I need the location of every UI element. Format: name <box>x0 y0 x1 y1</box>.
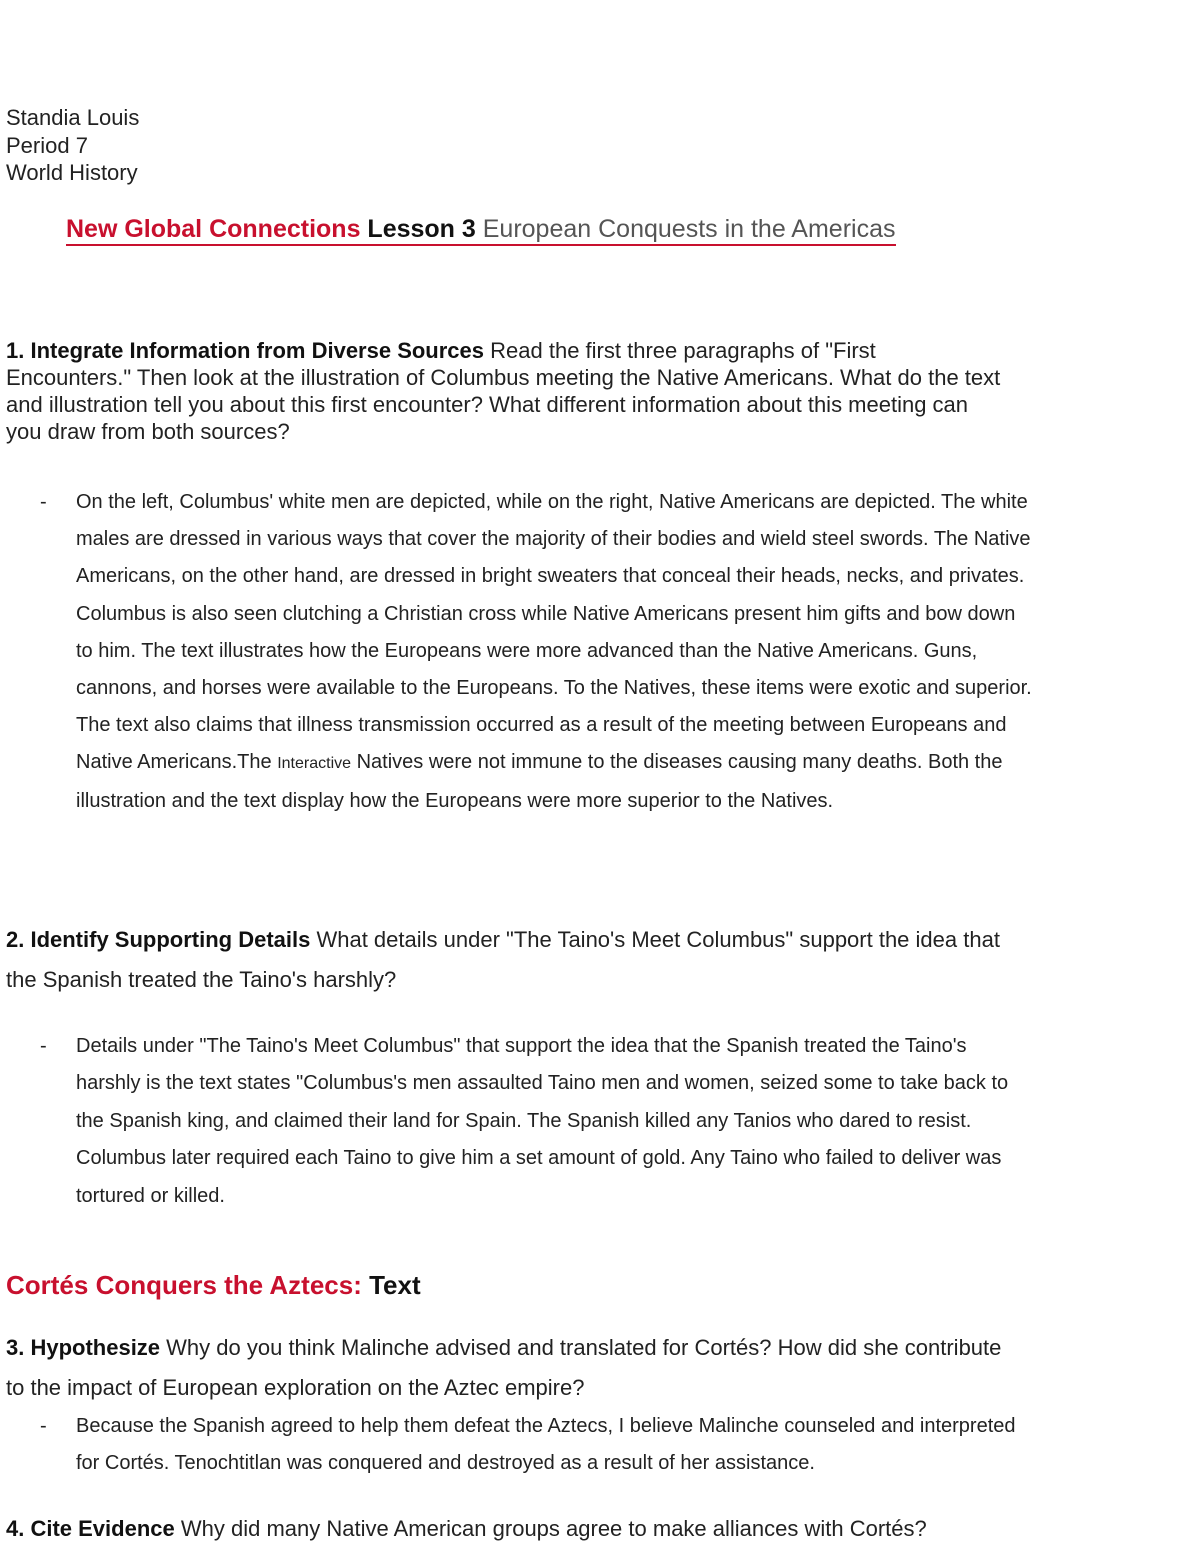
question-4-label: 4. Cite Evidence <box>6 1516 175 1541</box>
section-heading-title: Cortés Conquers the Aztecs: <box>6 1270 370 1300</box>
answer-2-text: Details under "The Taino's Meet Columbus" that support the idea that the Spanish treated the Taino's harshly is the text states "Columbus's men assaulted Taino men and women, seized some to take back to the Spanish king, and claimed their land for Spain. The Spanish killed any Tanios who dared to resist. Columbus later required each Taino to give him a set amount of gold. Any Taino who failed to deliver was tortured or killed. <box>76 1035 1009 1207</box>
section-heading <box>6 1270 421 1301</box>
answer-1-text-b: Natives were not immune to the diseases causing many deaths. Both the illustration and the text display how the Europeans were more superior to the Natives. <box>76 751 1003 812</box>
question-4-text: Why did many Native American groups agree to make alliances with Cortés? <box>174 1516 927 1541</box>
answer-1-small-word: Interactive <box>277 755 352 773</box>
question-2 <box>6 920 1006 1000</box>
question-3-text: Why do you think Malinche advised and translated for Cortés? How did she contribute to the impact of European exploration on the Aztec empire? <box>6 1335 1002 1400</box>
answer-3 <box>40 1408 1026 1483</box>
title-topic: European Conquests in the Americas <box>482 215 896 243</box>
answer-3-text: Because the Spanish agreed to help them defeat the Aztecs, I believe Malinche counseled and interpreted for Cortés. Tenochtitlan was conquered and destroyed as a result of her assistance. <box>76 1415 1016 1475</box>
question-4 <box>6 1514 1056 1544</box>
question-3-label: 3. Hypothesize <box>6 1335 161 1360</box>
student-header <box>6 104 139 187</box>
answer-1-text-a: On the left, Columbus' white men are depicted, while on the right, Native Americans are depicted. The white males are dressed in various ways that cover the majority of their bodies and wield steel swords. The Native Americans, on the other hand, are dressed in bright sweaters that conceal their heads, necks, and privates. Columbus is also seen clutching a Christian cross while Native Americans present him gifts and bow down to him. The text illustrates how the Europeans were more advanced than the Native Americans. Guns, cannons, and horses were available to the Europeans. To the Natives, these items were exotic and superior. The text also claims that illness transmission occurred as a result of the meeting between Europeans and Native Americans.The <box>76 491 1032 774</box>
student-name: Standia Louis <box>6 105 140 130</box>
bullet-dash: - <box>40 1035 47 1057</box>
title-lesson: Lesson 3 <box>367 215 483 243</box>
answer-1 <box>40 484 1036 820</box>
question-1-text: Read the first three paragraphs of "First Encounters." Then look at the illustration of Columbus meeting the Native Americans. What do the text and illustration tell you about this first encounter? What different information about this meeting can you draw from both sources? <box>6 338 1001 444</box>
question-2-text: What details under "The Taino's Meet Columbus" support the idea that the Spanish treated the Taino's harshly? <box>6 927 1000 992</box>
question-1-label: 1. Integrate Information from Diverse Sources <box>6 338 485 363</box>
question-2-label: 2. Identify Supporting Details <box>6 927 311 952</box>
bullet-dash: - <box>40 1415 47 1437</box>
question-3 <box>6 1328 1006 1408</box>
answer-2 <box>40 1028 1026 1215</box>
class-subject: World History <box>6 160 138 185</box>
bullet-dash: - <box>40 491 47 513</box>
page-title <box>66 214 896 246</box>
question-1 <box>6 337 1006 445</box>
title-unit: New Global Connections <box>66 215 368 243</box>
class-period: Period 7 <box>6 132 88 158</box>
section-heading-type: Text <box>369 1270 421 1300</box>
